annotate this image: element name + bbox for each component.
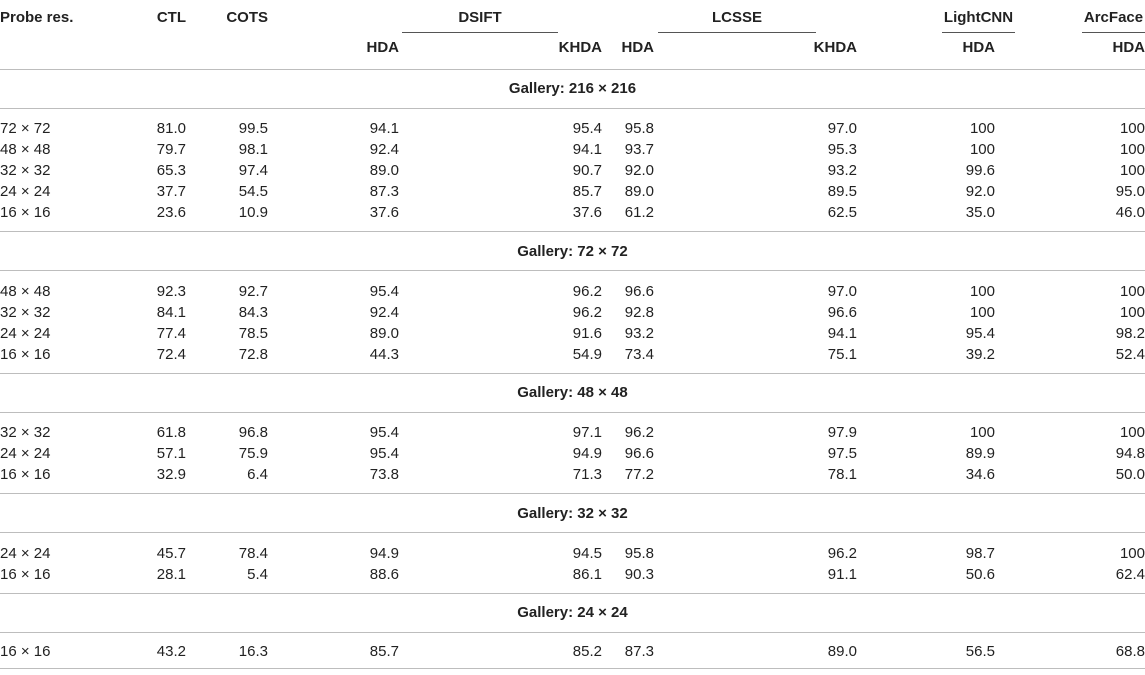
header-lcsse-khda: KHDA	[720, 33, 860, 69]
value-cell: 89.5	[827, 183, 857, 200]
value-cell: 100	[1119, 303, 1145, 321]
value-cell: 98.1	[238, 141, 268, 158]
probe-res-cell: 16 × 16	[0, 632, 110, 668]
value-cell: 97.9	[827, 424, 857, 442]
table-row	[0, 464, 1145, 494]
value-cell: 100	[1119, 282, 1145, 300]
value-cell: 85.2	[465, 632, 605, 668]
value-cell: 62.5	[720, 202, 860, 232]
value-cell: 100	[969, 120, 995, 138]
value-cell: 100	[1119, 141, 1145, 158]
gallery-label: Gallery: 72 × 72	[0, 232, 1145, 271]
header-probe-res: Probe res.	[0, 9, 74, 26]
value-cell: 97.4	[238, 162, 268, 179]
value-cell: 89.0	[720, 632, 860, 668]
header-ctl: CTL	[156, 9, 186, 26]
value-cell: 85.7	[350, 632, 465, 668]
value-cell: 73.4	[605, 344, 720, 374]
value-cell: 96.6	[827, 303, 857, 321]
value-cell: 54.5	[238, 183, 268, 200]
value-cell: 6.4	[200, 464, 350, 494]
probe-res-cell: 32 × 32	[0, 424, 51, 442]
header-arcface-hda: HDA	[1015, 33, 1145, 69]
value-cell: 72.8	[200, 344, 350, 374]
value-cell: 89.9	[965, 445, 995, 462]
table-row	[0, 160, 1145, 181]
value-cell: 56.5	[860, 632, 1015, 668]
value-cell: 94.9	[572, 445, 602, 462]
value-cell: 100	[1119, 120, 1145, 138]
value-cell: 78.1	[720, 464, 860, 494]
value-cell: 96.2	[572, 282, 602, 300]
value-cell: 81.0	[156, 120, 186, 138]
value-cell: 44.3	[350, 344, 465, 374]
value-cell: 99.5	[238, 120, 268, 138]
value-cell: 94.1	[369, 120, 399, 138]
probe-res-cell: 24 × 24	[0, 445, 51, 462]
value-cell: 94.9	[369, 544, 399, 562]
value-cell: 99.6	[965, 162, 995, 179]
probe-res-cell: 32 × 32	[0, 303, 51, 321]
value-cell: 79.7	[156, 141, 186, 158]
table-row	[0, 139, 1145, 160]
value-cell: 87.3	[369, 183, 399, 200]
gallery-label: Gallery: 48 × 48	[0, 373, 1145, 412]
probe-res-cell: 24 × 24	[0, 183, 51, 200]
value-cell: 39.2	[860, 344, 1015, 374]
table-row	[0, 344, 1145, 374]
table-row	[0, 412, 1145, 443]
value-cell: 98.2	[1115, 324, 1145, 342]
probe-res-cell: 16 × 16	[0, 464, 110, 494]
probe-res-cell: 24 × 24	[0, 324, 51, 342]
table-row	[0, 271, 1145, 302]
value-cell: 68.8	[1015, 632, 1145, 668]
value-cell: 77.2	[605, 464, 720, 494]
value-cell: 16.3	[200, 632, 350, 668]
value-cell: 43.2	[110, 632, 200, 668]
gallery-row	[0, 232, 1145, 271]
value-cell: 100	[1119, 424, 1145, 442]
value-cell: 100	[969, 424, 995, 442]
value-cell: 89.0	[369, 162, 399, 179]
value-cell: 95.4	[965, 324, 995, 342]
value-cell: 5.4	[200, 564, 350, 594]
value-cell: 90.3	[605, 564, 720, 594]
value-cell: 95.4	[572, 120, 602, 138]
value-cell: 92.4	[369, 303, 399, 321]
table-row	[0, 302, 1145, 323]
value-cell: 71.3	[465, 464, 605, 494]
value-cell: 32.9	[110, 464, 200, 494]
value-cell: 37.7	[156, 183, 186, 200]
value-cell: 92.8	[624, 303, 654, 321]
value-cell: 94.8	[1115, 445, 1145, 462]
value-cell: 94.1	[572, 141, 602, 158]
header-lightcnn-hda: HDA	[860, 33, 1015, 69]
value-cell: 37.6	[350, 202, 465, 232]
gallery-label: Gallery: 216 × 216	[0, 69, 1145, 108]
value-cell: 37.6	[465, 202, 605, 232]
value-cell: 61.8	[156, 424, 186, 442]
header-arcface: ArcFace	[1082, 9, 1145, 33]
header-arcface-group	[1015, 0, 1145, 33]
value-cell: 96.2	[624, 424, 654, 442]
value-cell: 78.5	[238, 324, 268, 342]
value-cell: 73.8	[350, 464, 465, 494]
value-cell: 92.3	[156, 282, 186, 300]
value-cell: 92.0	[965, 183, 995, 200]
probe-res-cell: 72 × 72	[0, 120, 51, 138]
value-cell: 10.9	[200, 202, 350, 232]
table-row	[0, 108, 1145, 139]
value-cell: 61.2	[605, 202, 720, 232]
value-cell: 93.2	[827, 162, 857, 179]
value-cell: 93.7	[624, 141, 654, 158]
value-cell: 92.7	[238, 282, 268, 300]
value-cell: 34.6	[860, 464, 1015, 494]
header-lightcnn-group	[860, 0, 1015, 33]
value-cell: 97.5	[827, 445, 857, 462]
header-dsift-group	[350, 0, 605, 33]
probe-res-cell: 24 × 24	[0, 544, 51, 562]
value-cell: 95.8	[624, 544, 654, 562]
value-cell: 72.4	[110, 344, 200, 374]
value-cell: 86.1	[465, 564, 605, 594]
table-row	[0, 533, 1145, 564]
value-cell: 28.1	[110, 564, 200, 594]
gallery-label: Gallery: 32 × 32	[0, 494, 1145, 533]
value-cell: 100	[969, 282, 995, 300]
value-cell: 78.4	[238, 544, 268, 562]
probe-res-cell: 48 × 48	[0, 282, 51, 300]
value-cell: 90.7	[572, 162, 602, 179]
value-cell: 94.1	[827, 324, 857, 342]
probe-res-cell: 16 × 16	[0, 202, 110, 232]
value-cell: 92.0	[624, 162, 654, 179]
value-cell: 65.3	[156, 162, 186, 179]
value-cell: 87.3	[605, 632, 720, 668]
table-row	[0, 632, 1145, 668]
value-cell: 95.4	[369, 282, 399, 300]
table-row	[0, 181, 1145, 202]
gallery-row	[0, 593, 1145, 632]
value-cell: 98.7	[965, 544, 995, 562]
value-cell: 100	[1119, 544, 1145, 562]
header-dsift-khda: KHDA	[465, 33, 605, 69]
value-cell: 100	[969, 141, 995, 158]
value-cell: 46.0	[1015, 202, 1145, 232]
value-cell: 84.1	[156, 303, 186, 321]
value-cell: 96.6	[624, 445, 654, 462]
value-cell: 97.0	[827, 120, 857, 138]
table-row	[0, 443, 1145, 464]
probe-res-cell: 16 × 16	[0, 564, 110, 594]
value-cell: 62.4	[1015, 564, 1145, 594]
value-cell: 77.4	[156, 324, 186, 342]
probe-res-cell: 32 × 32	[0, 162, 51, 179]
value-cell: 100	[969, 303, 995, 321]
value-cell: 95.4	[369, 424, 399, 442]
value-cell: 96.2	[827, 544, 857, 562]
header-dsift: DSIFT	[402, 9, 558, 33]
value-cell: 45.7	[156, 544, 186, 562]
value-cell: 54.9	[465, 344, 605, 374]
gallery-row	[0, 69, 1145, 108]
value-cell: 52.4	[1015, 344, 1145, 374]
value-cell: 95.3	[827, 141, 857, 158]
gallery-label: Gallery: 24 × 24	[0, 593, 1145, 632]
header-lcsse-hda: HDA	[605, 33, 720, 69]
value-cell: 95.4	[369, 445, 399, 462]
value-cell: 85.7	[572, 183, 602, 200]
value-cell: 92.4	[369, 141, 399, 158]
value-cell: 94.5	[572, 544, 602, 562]
probe-res-cell: 48 × 48	[0, 141, 51, 158]
value-cell: 91.1	[720, 564, 860, 594]
value-cell: 23.6	[110, 202, 200, 232]
probe-res-cell: 16 × 16	[0, 344, 110, 374]
value-cell: 75.1	[720, 344, 860, 374]
value-cell: 35.0	[860, 202, 1015, 232]
header-cots: COTS	[226, 9, 268, 26]
value-cell: 91.6	[572, 324, 602, 342]
header-lightcnn: LightCNN	[942, 9, 1015, 33]
value-cell: 95.8	[624, 120, 654, 138]
value-cell: 97.1	[572, 424, 602, 442]
table-body	[0, 69, 1145, 668]
value-cell: 89.0	[624, 183, 654, 200]
value-cell: 96.2	[572, 303, 602, 321]
value-cell: 75.9	[238, 445, 268, 462]
value-cell: 50.0	[1015, 464, 1145, 494]
value-cell: 89.0	[369, 324, 399, 342]
value-cell: 57.1	[156, 445, 186, 462]
value-cell: 95.0	[1115, 183, 1145, 200]
gallery-row	[0, 373, 1145, 412]
value-cell: 100	[1119, 162, 1145, 179]
value-cell: 50.6	[860, 564, 1015, 594]
value-cell: 96.6	[624, 282, 654, 300]
table-row	[0, 323, 1145, 344]
table-row	[0, 564, 1145, 594]
gallery-row	[0, 494, 1145, 533]
value-cell: 88.6	[350, 564, 465, 594]
header-lcsse-group	[605, 0, 860, 33]
value-cell: 96.8	[238, 424, 268, 442]
header-lcsse: LCSSE	[658, 9, 816, 33]
value-cell: 93.2	[624, 324, 654, 342]
table-row	[0, 202, 1145, 232]
value-cell: 97.0	[827, 282, 857, 300]
value-cell: 84.3	[238, 303, 268, 321]
header-dsift-hda: HDA	[350, 33, 465, 69]
